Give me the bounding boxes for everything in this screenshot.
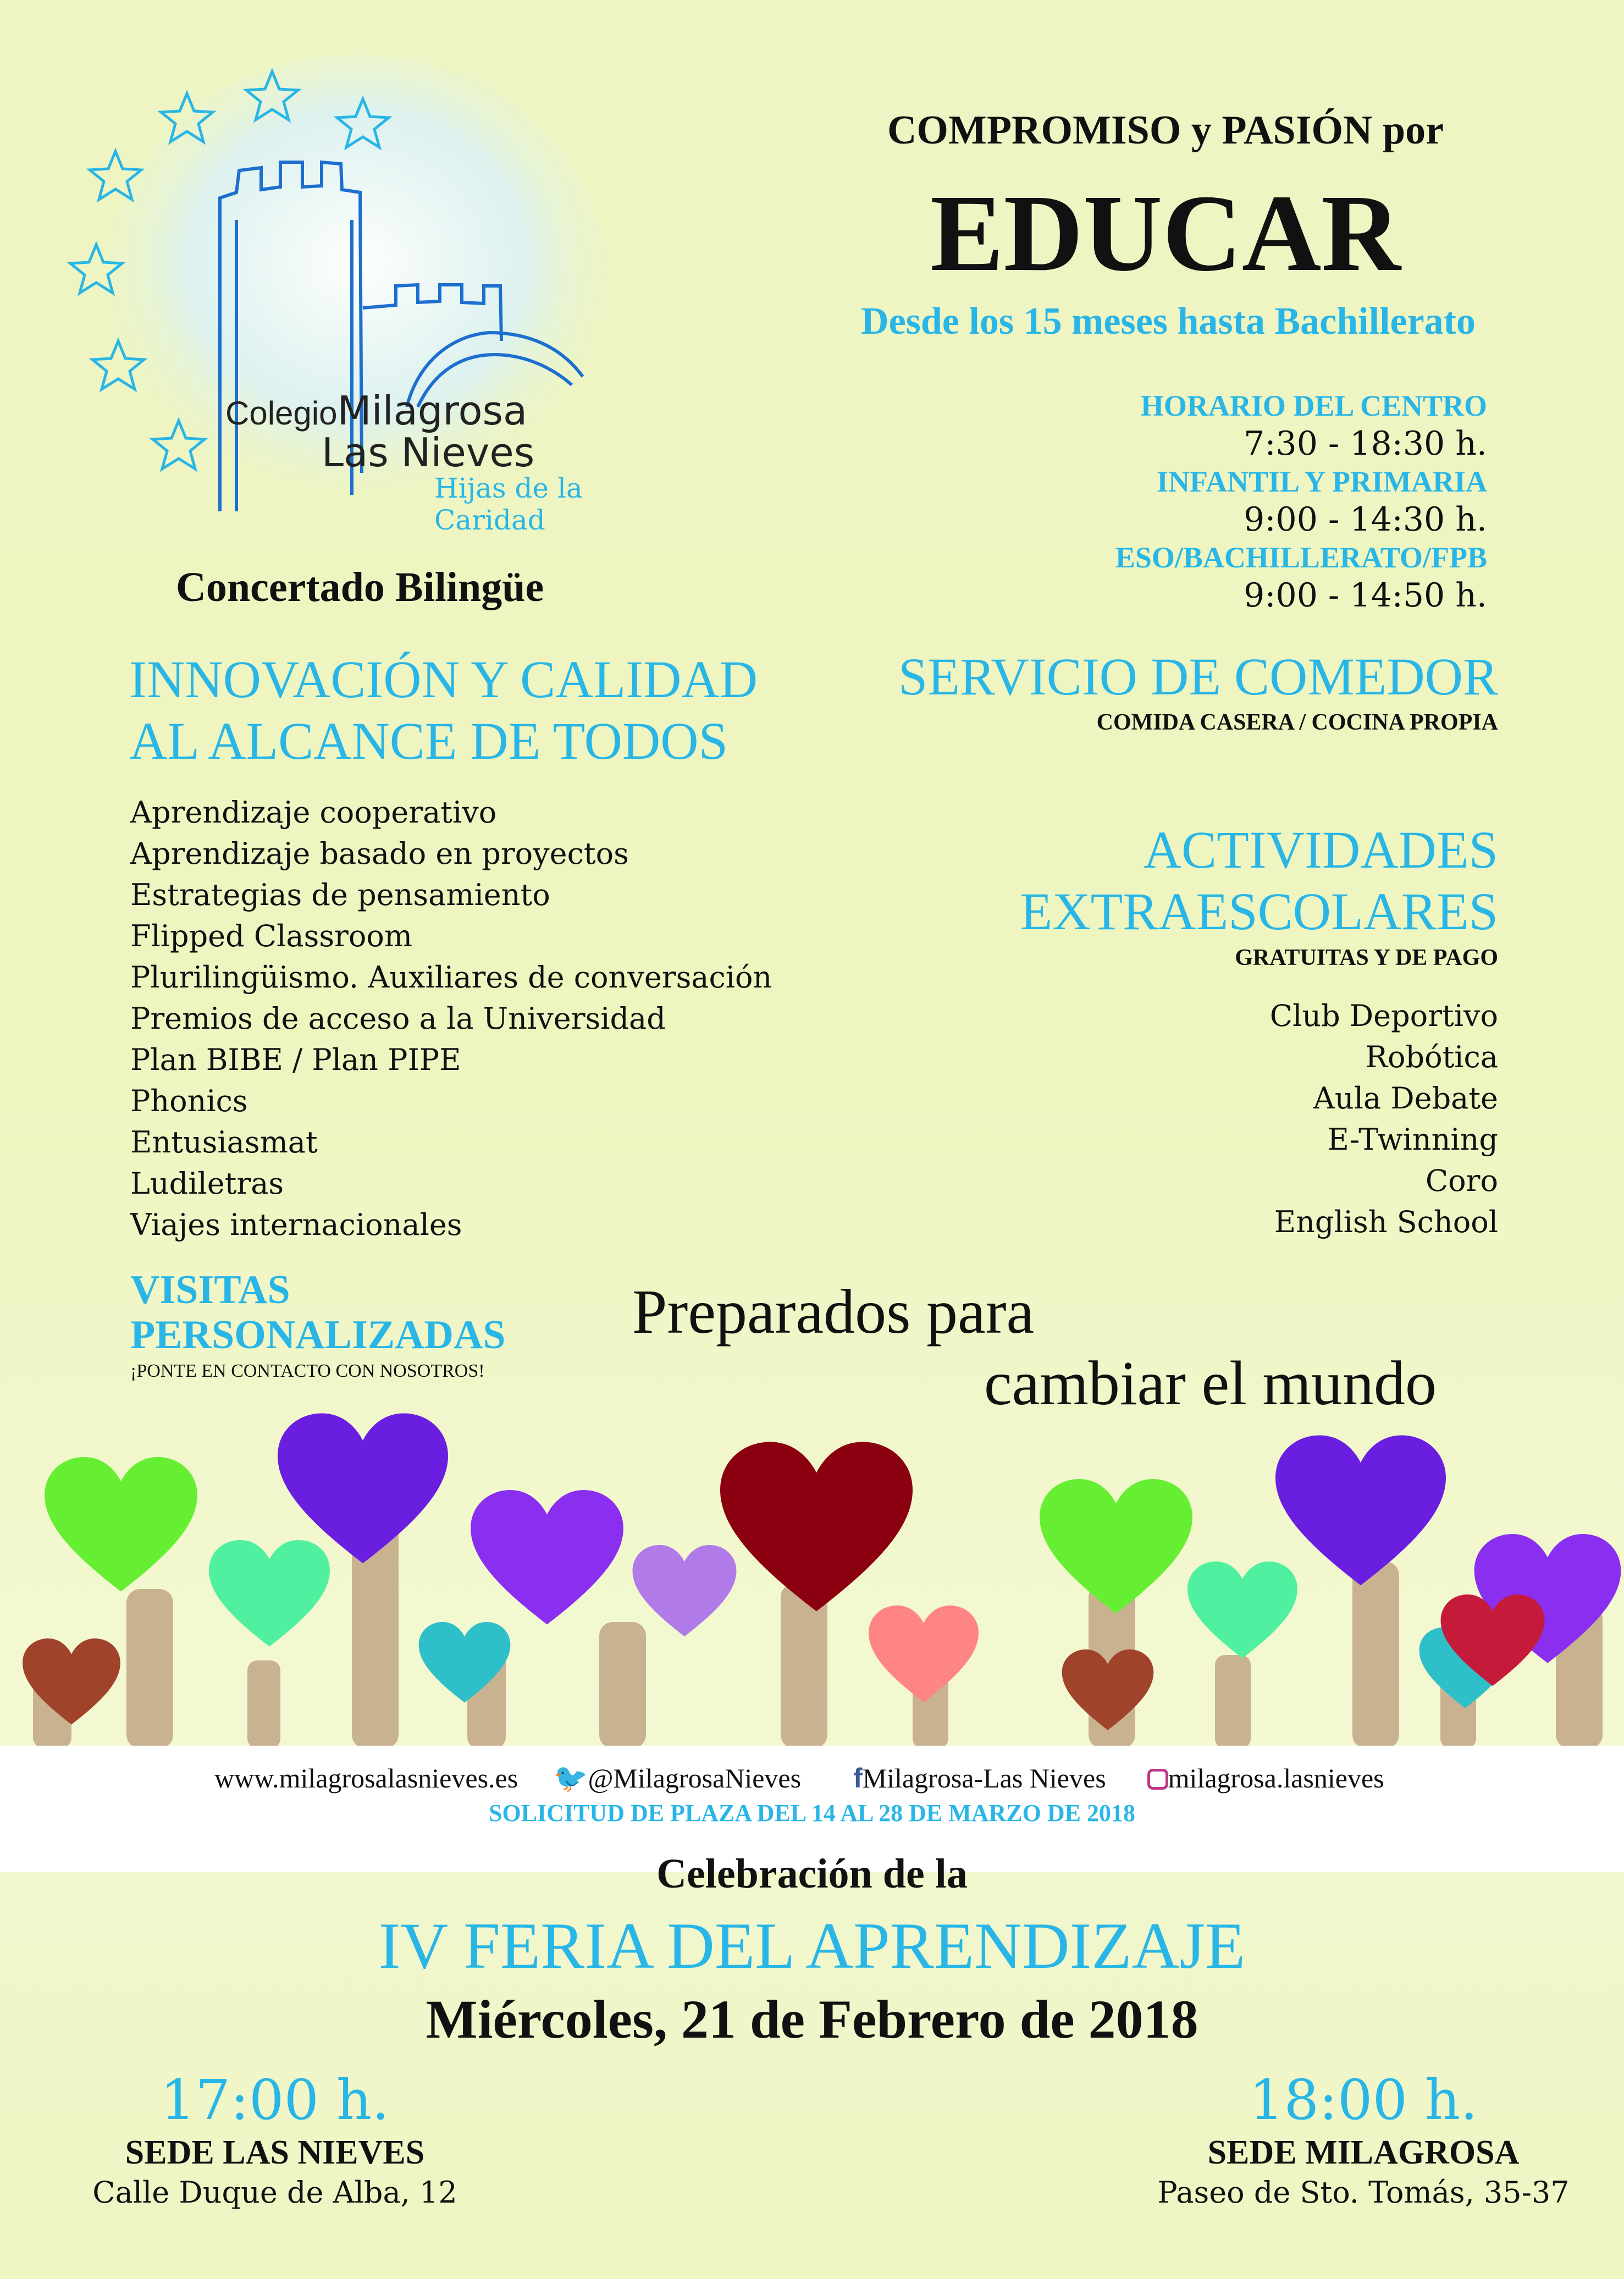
- list-item: Aula Debate: [1313, 1081, 1498, 1116]
- sede-address: Calle Duque de Alba, 12: [92, 2175, 457, 2210]
- innovacion-title: [129, 649, 789, 772]
- sede-time: 17:00 h.: [160, 2068, 390, 2132]
- facebook-icon: f: [853, 1763, 863, 1794]
- list-item: Aprendizaje basado en proyectos: [130, 836, 629, 871]
- header-line1: COMPROMISO y PASIÓN por: [887, 108, 1444, 153]
- slogan-line2: cambiar el mundo: [984, 1348, 1437, 1418]
- feria-title: IV FERIA DEL APRENDIZAJE: [378, 1909, 1246, 1982]
- twitter-icon: 🐦: [554, 1763, 588, 1794]
- comedor-title: SERVICIO DE COMEDOR: [898, 647, 1498, 706]
- instagram-link[interactable]: milagrosa.lasnieves: [1168, 1763, 1384, 1794]
- header-subtitle: Desde los 15 meses hasta Bachillerato: [861, 300, 1476, 343]
- visitas-title: [130, 1267, 625, 1358]
- list-item: Plan BIBE / Plan PIPE: [130, 1042, 461, 1077]
- list-item: English School: [1274, 1205, 1498, 1239]
- innovacion-title-line2: AL ALCANCE DE TODOS: [129, 711, 728, 770]
- sede-name: SEDE LAS NIEVES: [125, 2134, 425, 2171]
- list-item: Viajes internacionales: [130, 1207, 462, 1242]
- list-item: Ludiletras: [130, 1166, 284, 1201]
- hearts-illustration: [0, 1397, 1624, 1748]
- list-item: Premios de acceso a la Universidad: [130, 1001, 666, 1036]
- schedule-time: 9:00 - 14:50 h.: [1244, 576, 1487, 615]
- actividades-title-line1: ACTIVIDADES: [1143, 820, 1498, 879]
- concertado-label: Concertado Bilingüe: [176, 564, 544, 610]
- schedule-label: ESO/BACHILLERATO/FPB: [1115, 541, 1487, 574]
- logo-text: [225, 388, 632, 536]
- list-item: Entusiasmat: [130, 1125, 318, 1160]
- feria-date: Miércoles, 21 de Febrero de 2018: [426, 1989, 1198, 2050]
- list-item: Aprendizaje cooperativo: [130, 795, 497, 830]
- list-item: Plurilingüismo. Auxiliares de conversación: [130, 960, 772, 995]
- innovacion-list: [130, 792, 790, 1245]
- logo-hijas: Hijas de la Caridad: [434, 472, 583, 536]
- logo-milagrosa: Milagrosa: [337, 388, 528, 434]
- visitas-subtitle: ¡PONTE EN CONTACTO CON NOSOTROS!: [130, 1361, 485, 1381]
- innovacion-title-line1: INNOVACIÓN Y CALIDAD: [129, 650, 758, 709]
- schedule-label: HORARIO DEL CENTRO: [1140, 389, 1487, 422]
- instagram-icon: [1147, 1769, 1168, 1790]
- logo-las-nieves: Las Nieves: [322, 429, 535, 476]
- sede-address: Paseo de Sto. Tomás, 35-37: [1157, 2175, 1570, 2210]
- list-item: Estrategias de pensamiento: [130, 878, 550, 912]
- list-item: E-Twinning: [1327, 1122, 1498, 1157]
- comedor-subtitle: COMIDA CASERA / COCINA PROPIA: [1096, 710, 1498, 735]
- feria-intro: Celebración de la: [656, 1851, 968, 1897]
- visitas-title-line1: VISITAS: [130, 1267, 290, 1312]
- actividades-list: [935, 995, 1498, 1243]
- visitas-title-line2: PERSONALIZADAS: [130, 1312, 506, 1358]
- logo-colegio: Colegio: [225, 395, 338, 432]
- list-item: Phonics: [130, 1084, 248, 1118]
- sede-time: 18:00 h.: [1249, 2068, 1478, 2132]
- sede-milagrosa: [1133, 2070, 1594, 2211]
- sede-name: SEDE MILAGROSA: [1207, 2134, 1520, 2171]
- facebook-link[interactable]: Milagrosa-Las Nieves: [862, 1763, 1106, 1794]
- header-educar: EDUCAR: [930, 173, 1401, 294]
- actividades-title-line2: EXTRAESCOLARES: [1020, 882, 1498, 941]
- solicitud-plaza: SOLICITUD DE PLAZA DEL 14 AL 28 DE MARZO DE 2018: [489, 1800, 1135, 1826]
- schedule: [935, 388, 1487, 615]
- sede-las-nieves: [44, 2070, 506, 2211]
- contact-row: [214, 1762, 1479, 1795]
- schedule-label: INFANTIL Y PRIMARIA: [1156, 465, 1487, 498]
- list-item: Club Deportivo: [1269, 998, 1498, 1033]
- twitter-link[interactable]: @MilagrosaNieves: [588, 1763, 802, 1794]
- actividades-title: [825, 819, 1498, 942]
- schedule-time: 7:30 - 18:30 h.: [1244, 424, 1487, 463]
- actividades-subtitle: GRATUITAS Y DE PAGO: [1235, 945, 1498, 970]
- list-item: Flipped Classroom: [130, 919, 413, 953]
- schedule-time: 9:00 - 14:30 h.: [1244, 500, 1487, 539]
- website-link[interactable]: www.milagrosalasnieves.es: [214, 1763, 518, 1794]
- list-item: Coro: [1425, 1163, 1498, 1198]
- slogan-line1: Preparados para: [632, 1277, 1035, 1347]
- list-item: Robótica: [1365, 1040, 1498, 1074]
